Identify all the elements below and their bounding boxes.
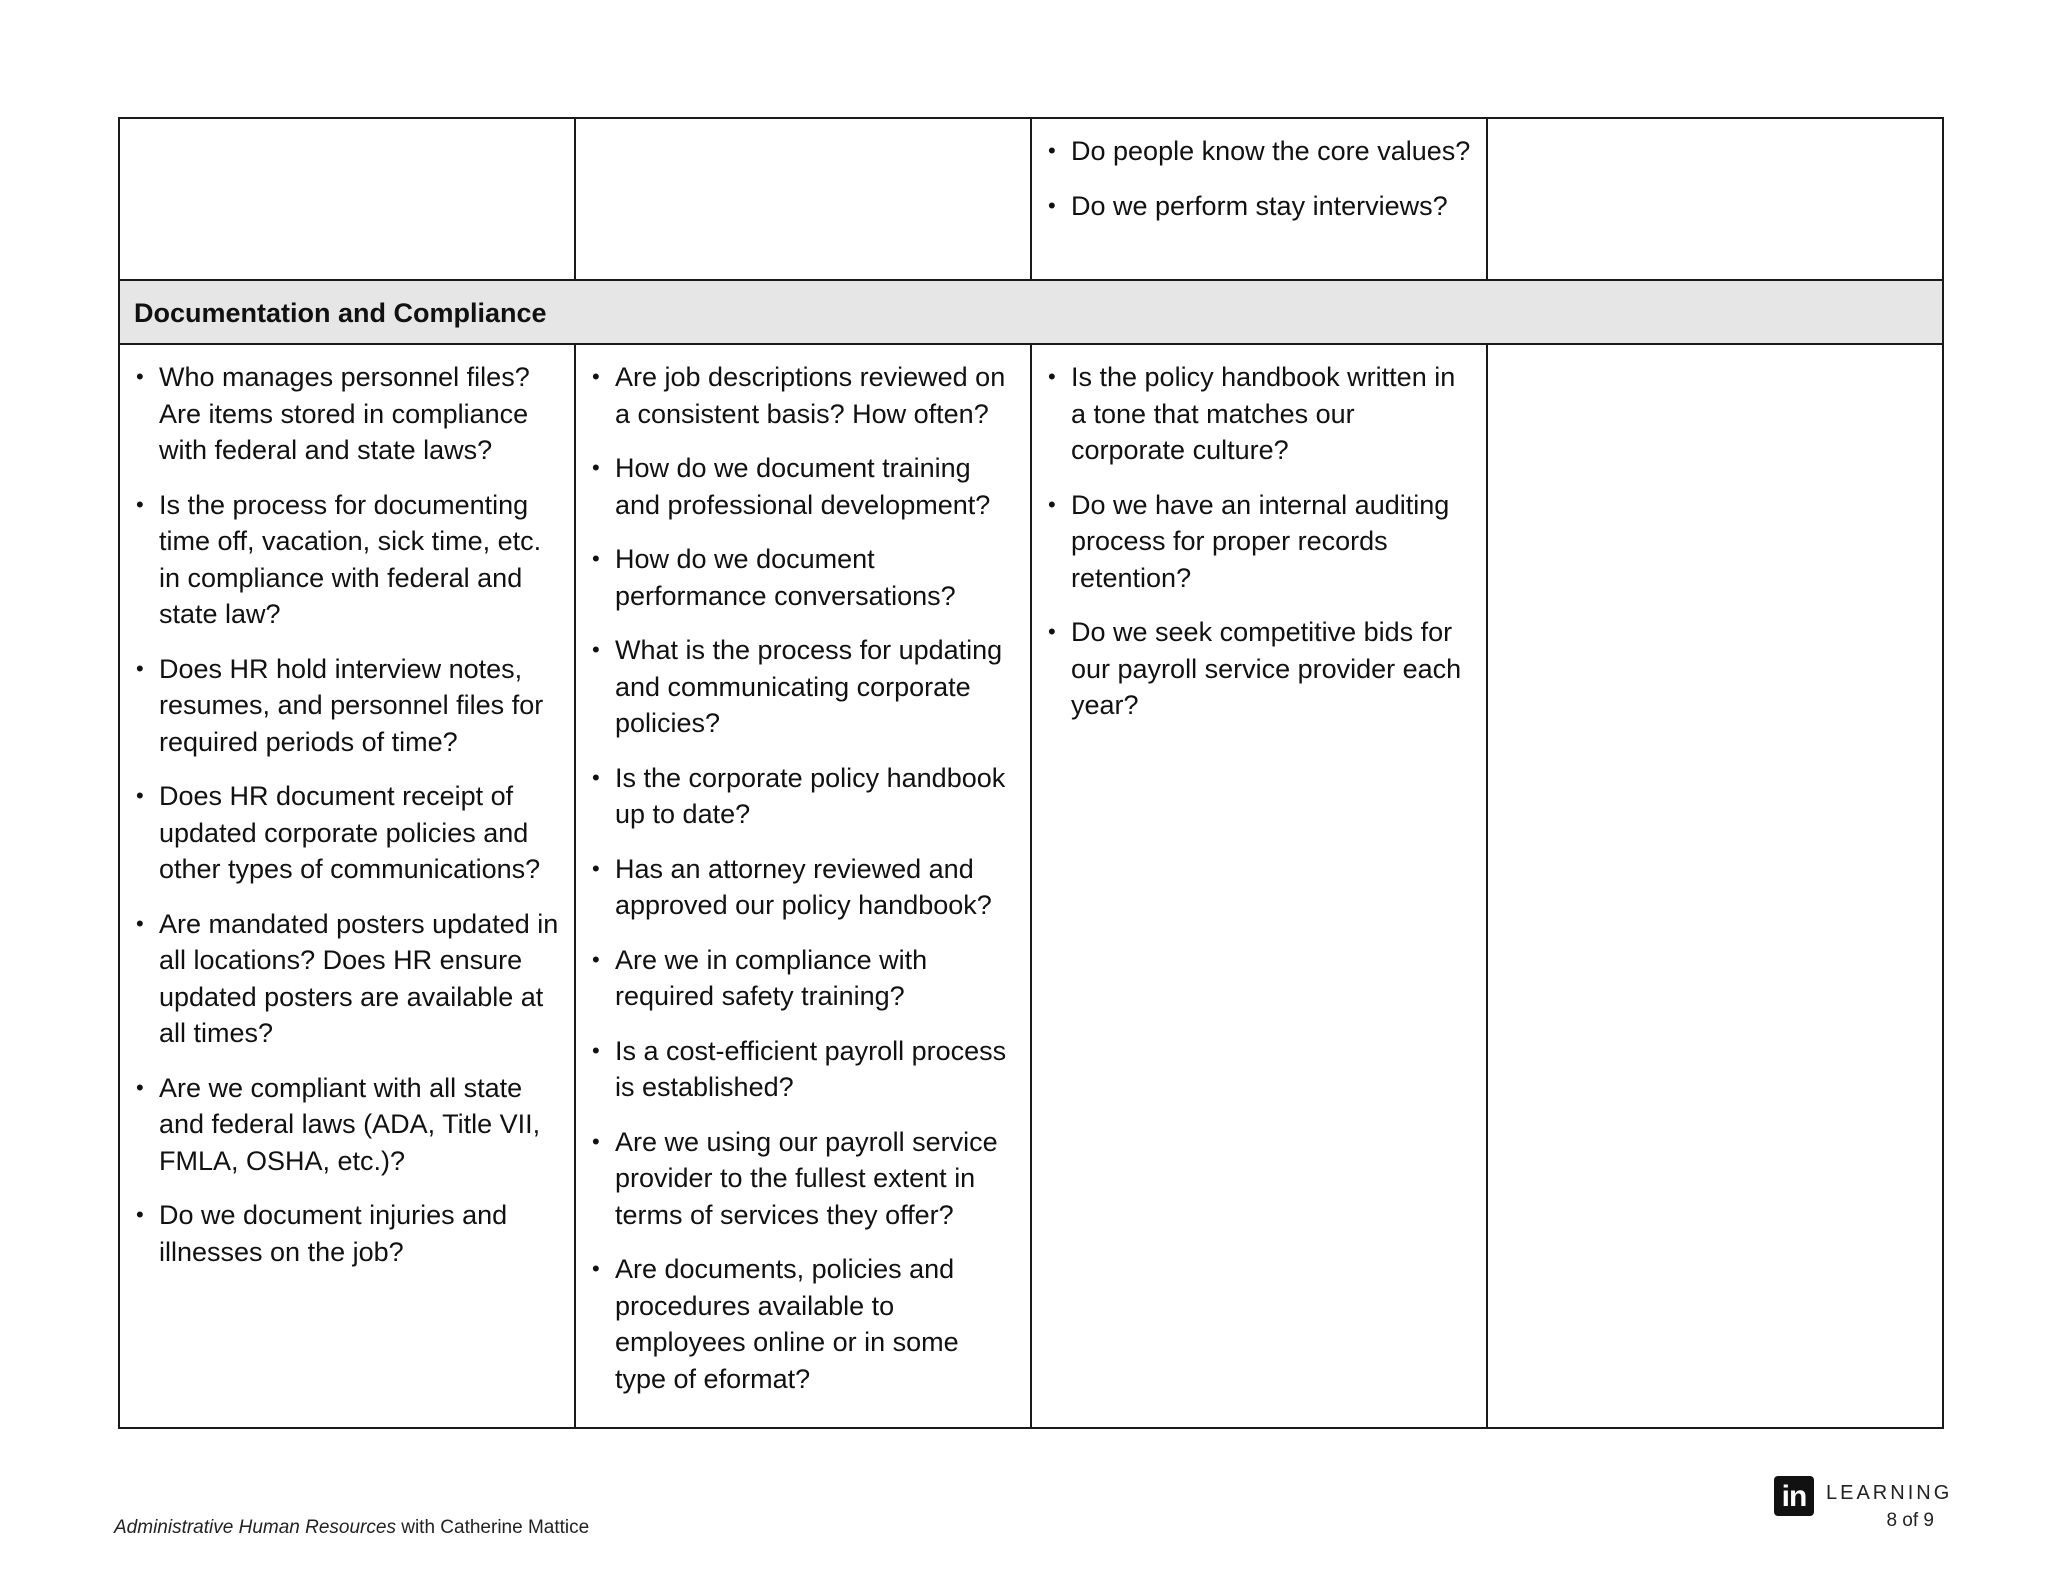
list-item: • Are we in compliance with required safety training?: [590, 942, 1016, 1015]
course-title: Administrative Human Resources: [114, 1517, 396, 1538]
assessment-table: [118, 117, 1944, 1429]
question-list: [1046, 133, 1472, 224]
list-item: • Are we using our payroll service provider to the fullest extent in terms of services they offer?: [590, 1124, 1016, 1234]
list-item: • Are documents, policies and procedures available to employees online or in some type of eformat?: [590, 1251, 1016, 1397]
table-row: [119, 118, 1943, 280]
list-item: • Are job descriptions reviewed on a consistent basis? How often?: [590, 359, 1016, 432]
list-item: • How do we document performance conversations?: [590, 541, 1016, 614]
section-title: Documentation and Compliance: [119, 280, 1943, 344]
list-item: • Do we seek competitive bids for our payroll service provider each year?: [1046, 614, 1472, 724]
question-list: [134, 359, 560, 1270]
list-item: • Is the policy handbook written in a tone that matches our corporate culture?: [1046, 359, 1472, 469]
table-row: [119, 344, 1943, 1428]
table-cell: [119, 118, 575, 280]
list-item: • Do we perform stay interviews?: [1046, 188, 1472, 225]
list-item: • Are mandated posters updated in all locations? Does HR ensure updated posters are available at all times?: [134, 906, 560, 1052]
list-item: • Who manages personnel files? Are items stored in compliance with federal and state laws?: [134, 359, 560, 469]
list-item: • Has an attorney reviewed and approved our policy handbook?: [590, 851, 1016, 924]
list-item: • Is the process for documenting time off, vacation, sick time, etc. in compliance with federal and state law?: [134, 487, 560, 633]
list-item: • Is the corporate policy handbook up to date?: [590, 760, 1016, 833]
question-list: [1046, 359, 1472, 724]
table-cell: [1487, 344, 1943, 1428]
brand-label: LEARNING: [1826, 1482, 1953, 1504]
question-list: [590, 359, 1016, 1397]
list-item: • Do we document injuries and illnesses on the job?: [134, 1197, 560, 1270]
list-item: • How do we document training and professional development?: [590, 450, 1016, 523]
page-number: 8 of 9: [1886, 1510, 1934, 1531]
table-cell: [1031, 344, 1487, 1428]
list-item: • Is a cost-efficient payroll process is established?: [590, 1033, 1016, 1106]
list-item: • Do we have an internal auditing process for proper records retention?: [1046, 487, 1472, 597]
table-cell: [1487, 118, 1943, 280]
table-cell: [575, 344, 1031, 1428]
table-cell: [575, 118, 1031, 280]
list-item: • Does HR hold interview notes, resumes, and personnel files for required periods of time?: [134, 651, 560, 761]
instructor-name: with Catherine Mattice: [395, 1517, 590, 1538]
table-cell: [119, 344, 575, 1428]
table-cell: [1031, 118, 1487, 280]
list-item: • What is the process for updating and communicating corporate policies?: [590, 632, 1016, 742]
footer-credit: [114, 1517, 589, 1539]
list-item: • Does HR document receipt of updated corporate policies and other types of communications?: [134, 778, 560, 888]
list-item: • Do people know the core values?: [1046, 133, 1472, 170]
list-item: • Are we compliant with all state and federal laws (ADA, Title VII, FMLA, OSHA, etc.)?: [134, 1070, 560, 1180]
section-header-row: [119, 280, 1943, 344]
linkedin-logo-icon: in: [1774, 1476, 1814, 1516]
